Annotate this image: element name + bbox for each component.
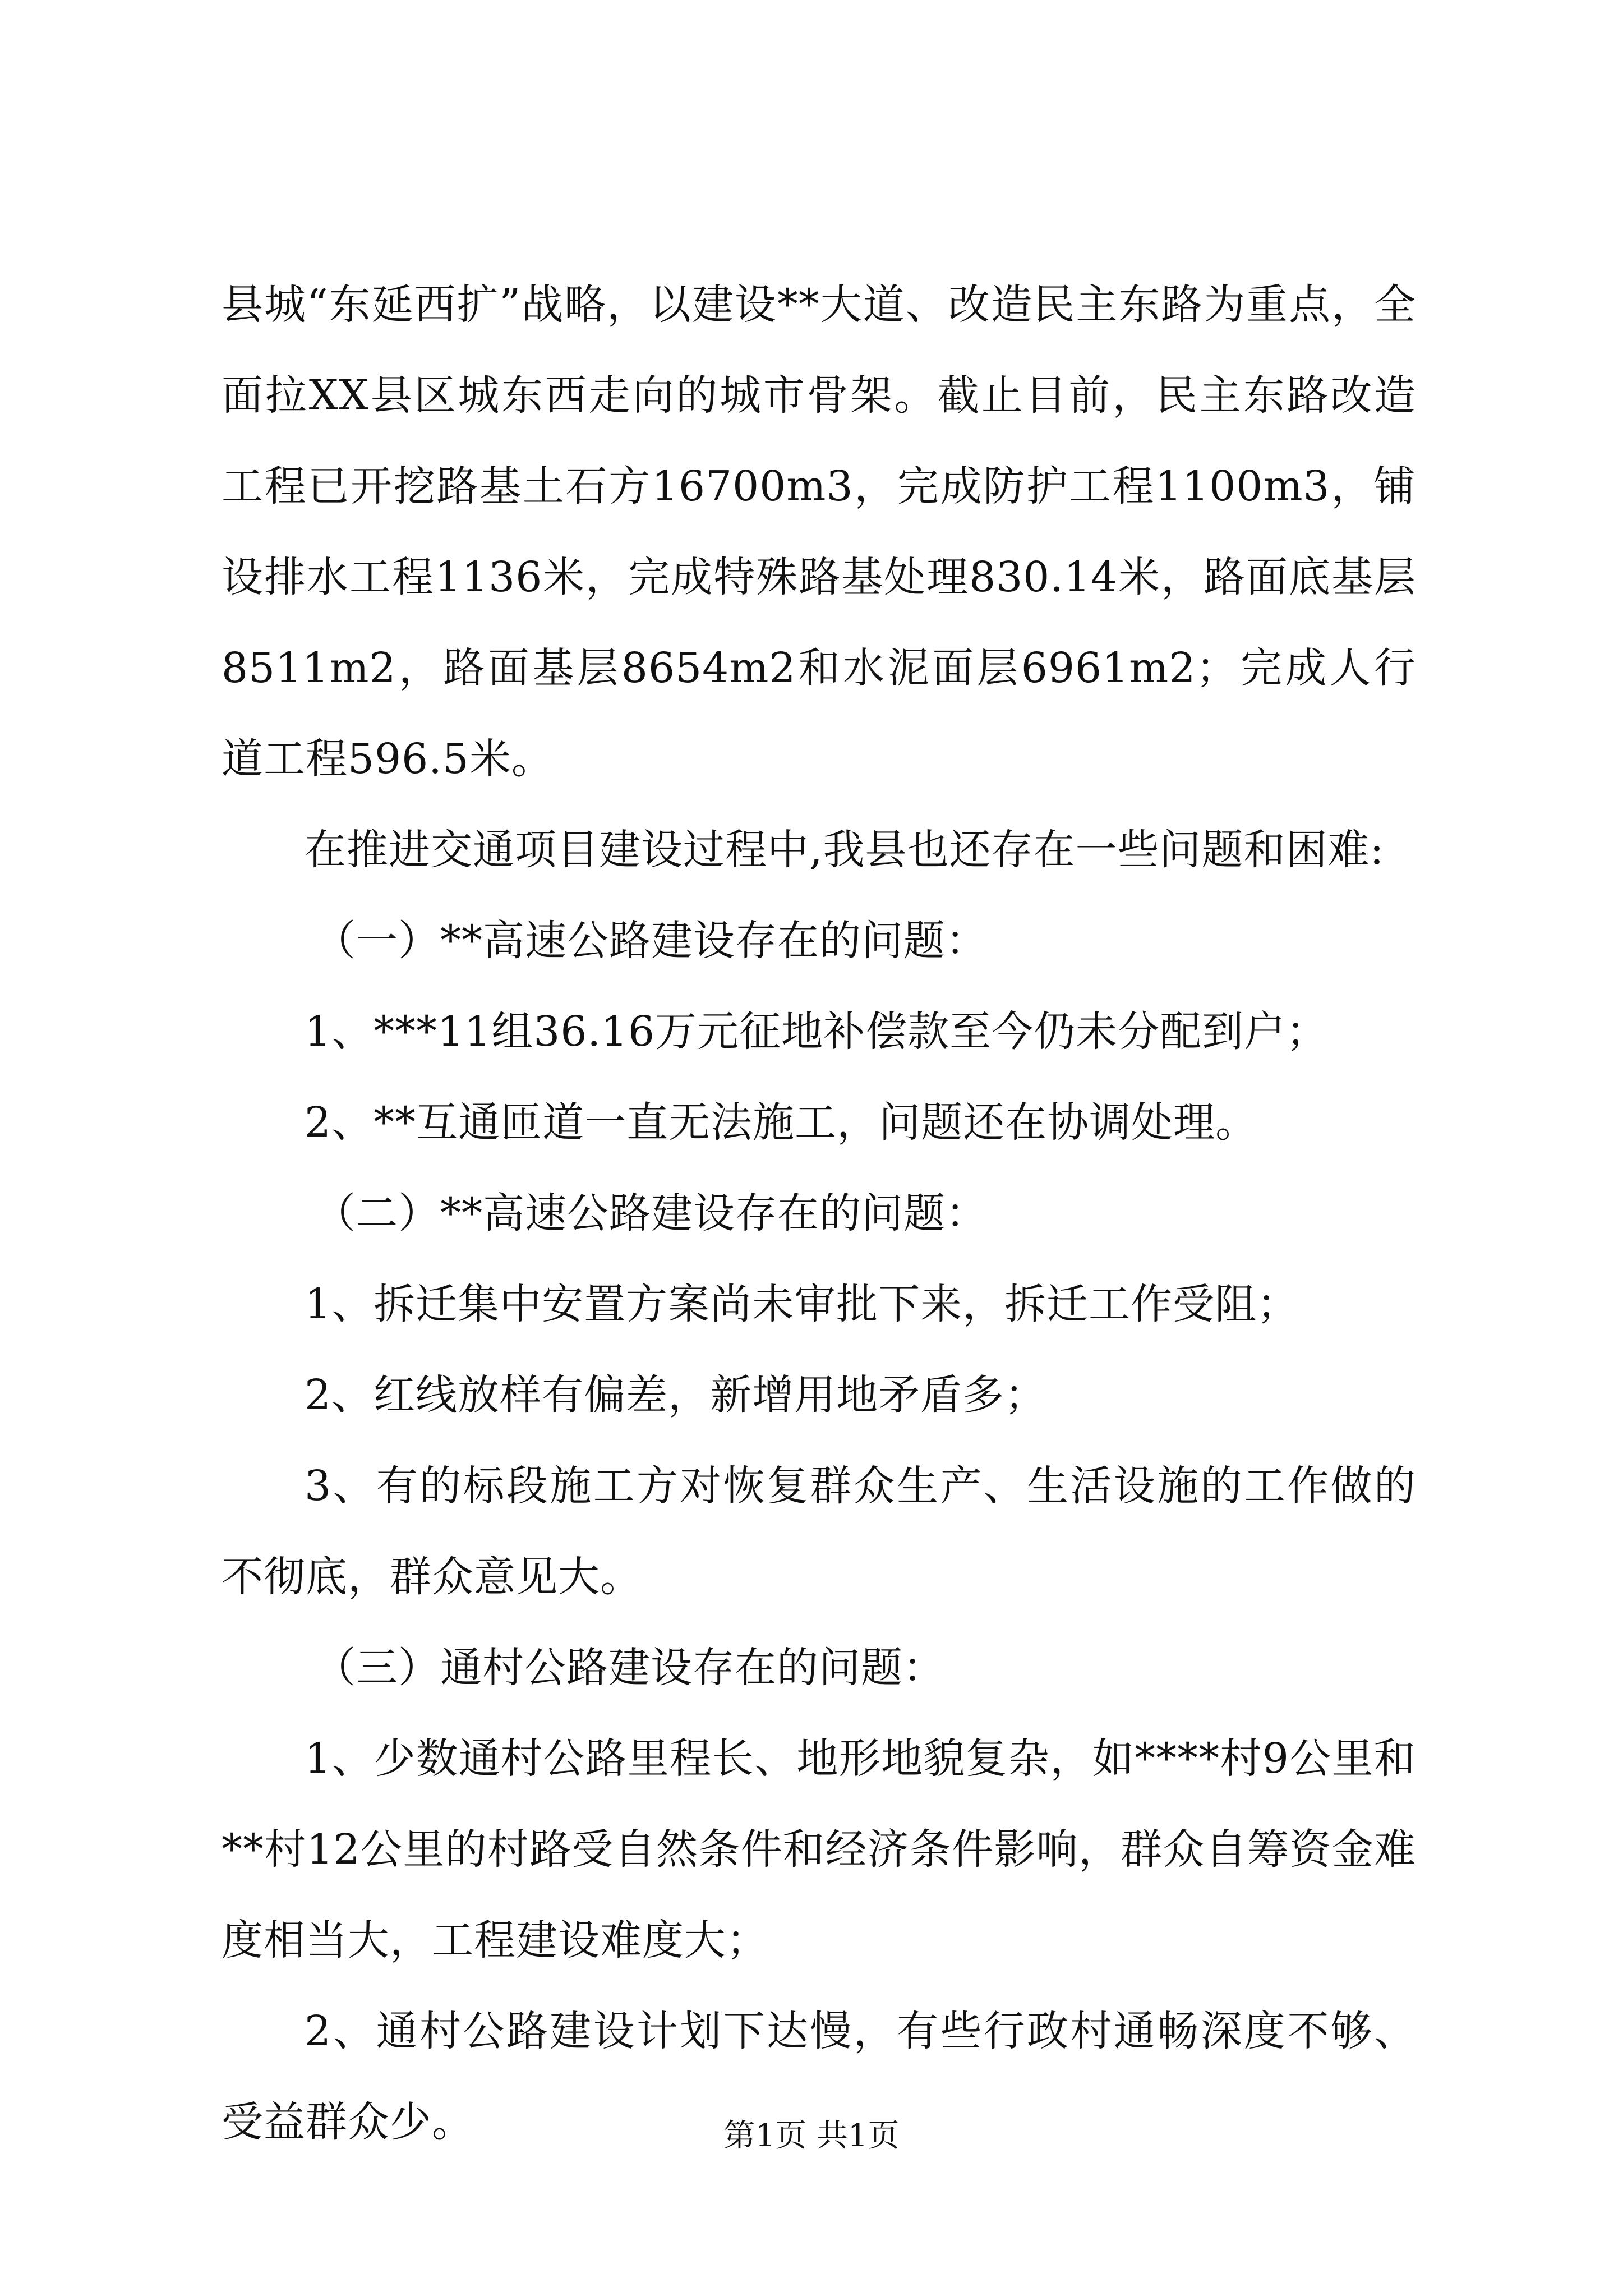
section-heading-2: （二）**高速公路建设存在的问题： bbox=[314, 1189, 988, 1237]
list-item: 2、红线放样有偏差，新增用地矛盾多； bbox=[305, 1371, 1047, 1419]
paragraph-continuation: 县城“东延西扩”战略，以建设**大道、改造民主东路为重点，全面拉XX县区城东西走向的城市骨架。截止目前，民主东路改造工程已开挖路基土石方16700m3，完成防护工程1100m3，铺设排水工程1136米，完成特殊路基处理830.14米，路面底基层8511m2，路面基层8654m2和水泥面层6961m2；完成人行道工程596.5米。 bbox=[222, 280, 1416, 783]
document-body bbox=[222, 259, 1416, 2168]
list-item: 1、拆迁集中安置方案尚未审批下来，拆迁工作受阻； bbox=[305, 1280, 1299, 1328]
list-item: 1、***11组36.16万元征地补偿款至今仍未分配到户； bbox=[305, 1007, 1329, 1056]
list-item: 2、**互通匝道一直无法施工，问题还在协调处理。 bbox=[305, 1098, 1258, 1147]
page-number-footer: 第1页 共1页 bbox=[723, 2118, 900, 2154]
list-item: 3、有的标段施工方对恢复群众生产、生活设施的工作做的不彻底，群众意见大。 bbox=[222, 1462, 1416, 1601]
section-heading-1: （一）**高速公路建设存在的问题： bbox=[314, 917, 988, 965]
paragraph-issues-intro: 在推进交通项目建设过程中,我县也还存在一些问题和困难: bbox=[305, 826, 1385, 874]
section-heading-3: （三）通村公路建设存在的问题： bbox=[314, 1644, 945, 1692]
list-item: 1、少数通村公路里程长、地形地貌复杂，如****村9公里和**村12公里的村路受自然条件和经济条件影响，群众自筹资金难度相当大，工程建设难度大； bbox=[222, 1734, 1416, 1964]
list-item: 2、通村公路建设计划下达慢，有些行政村通畅深度不够、受益群众少。 bbox=[222, 2007, 1416, 2146]
